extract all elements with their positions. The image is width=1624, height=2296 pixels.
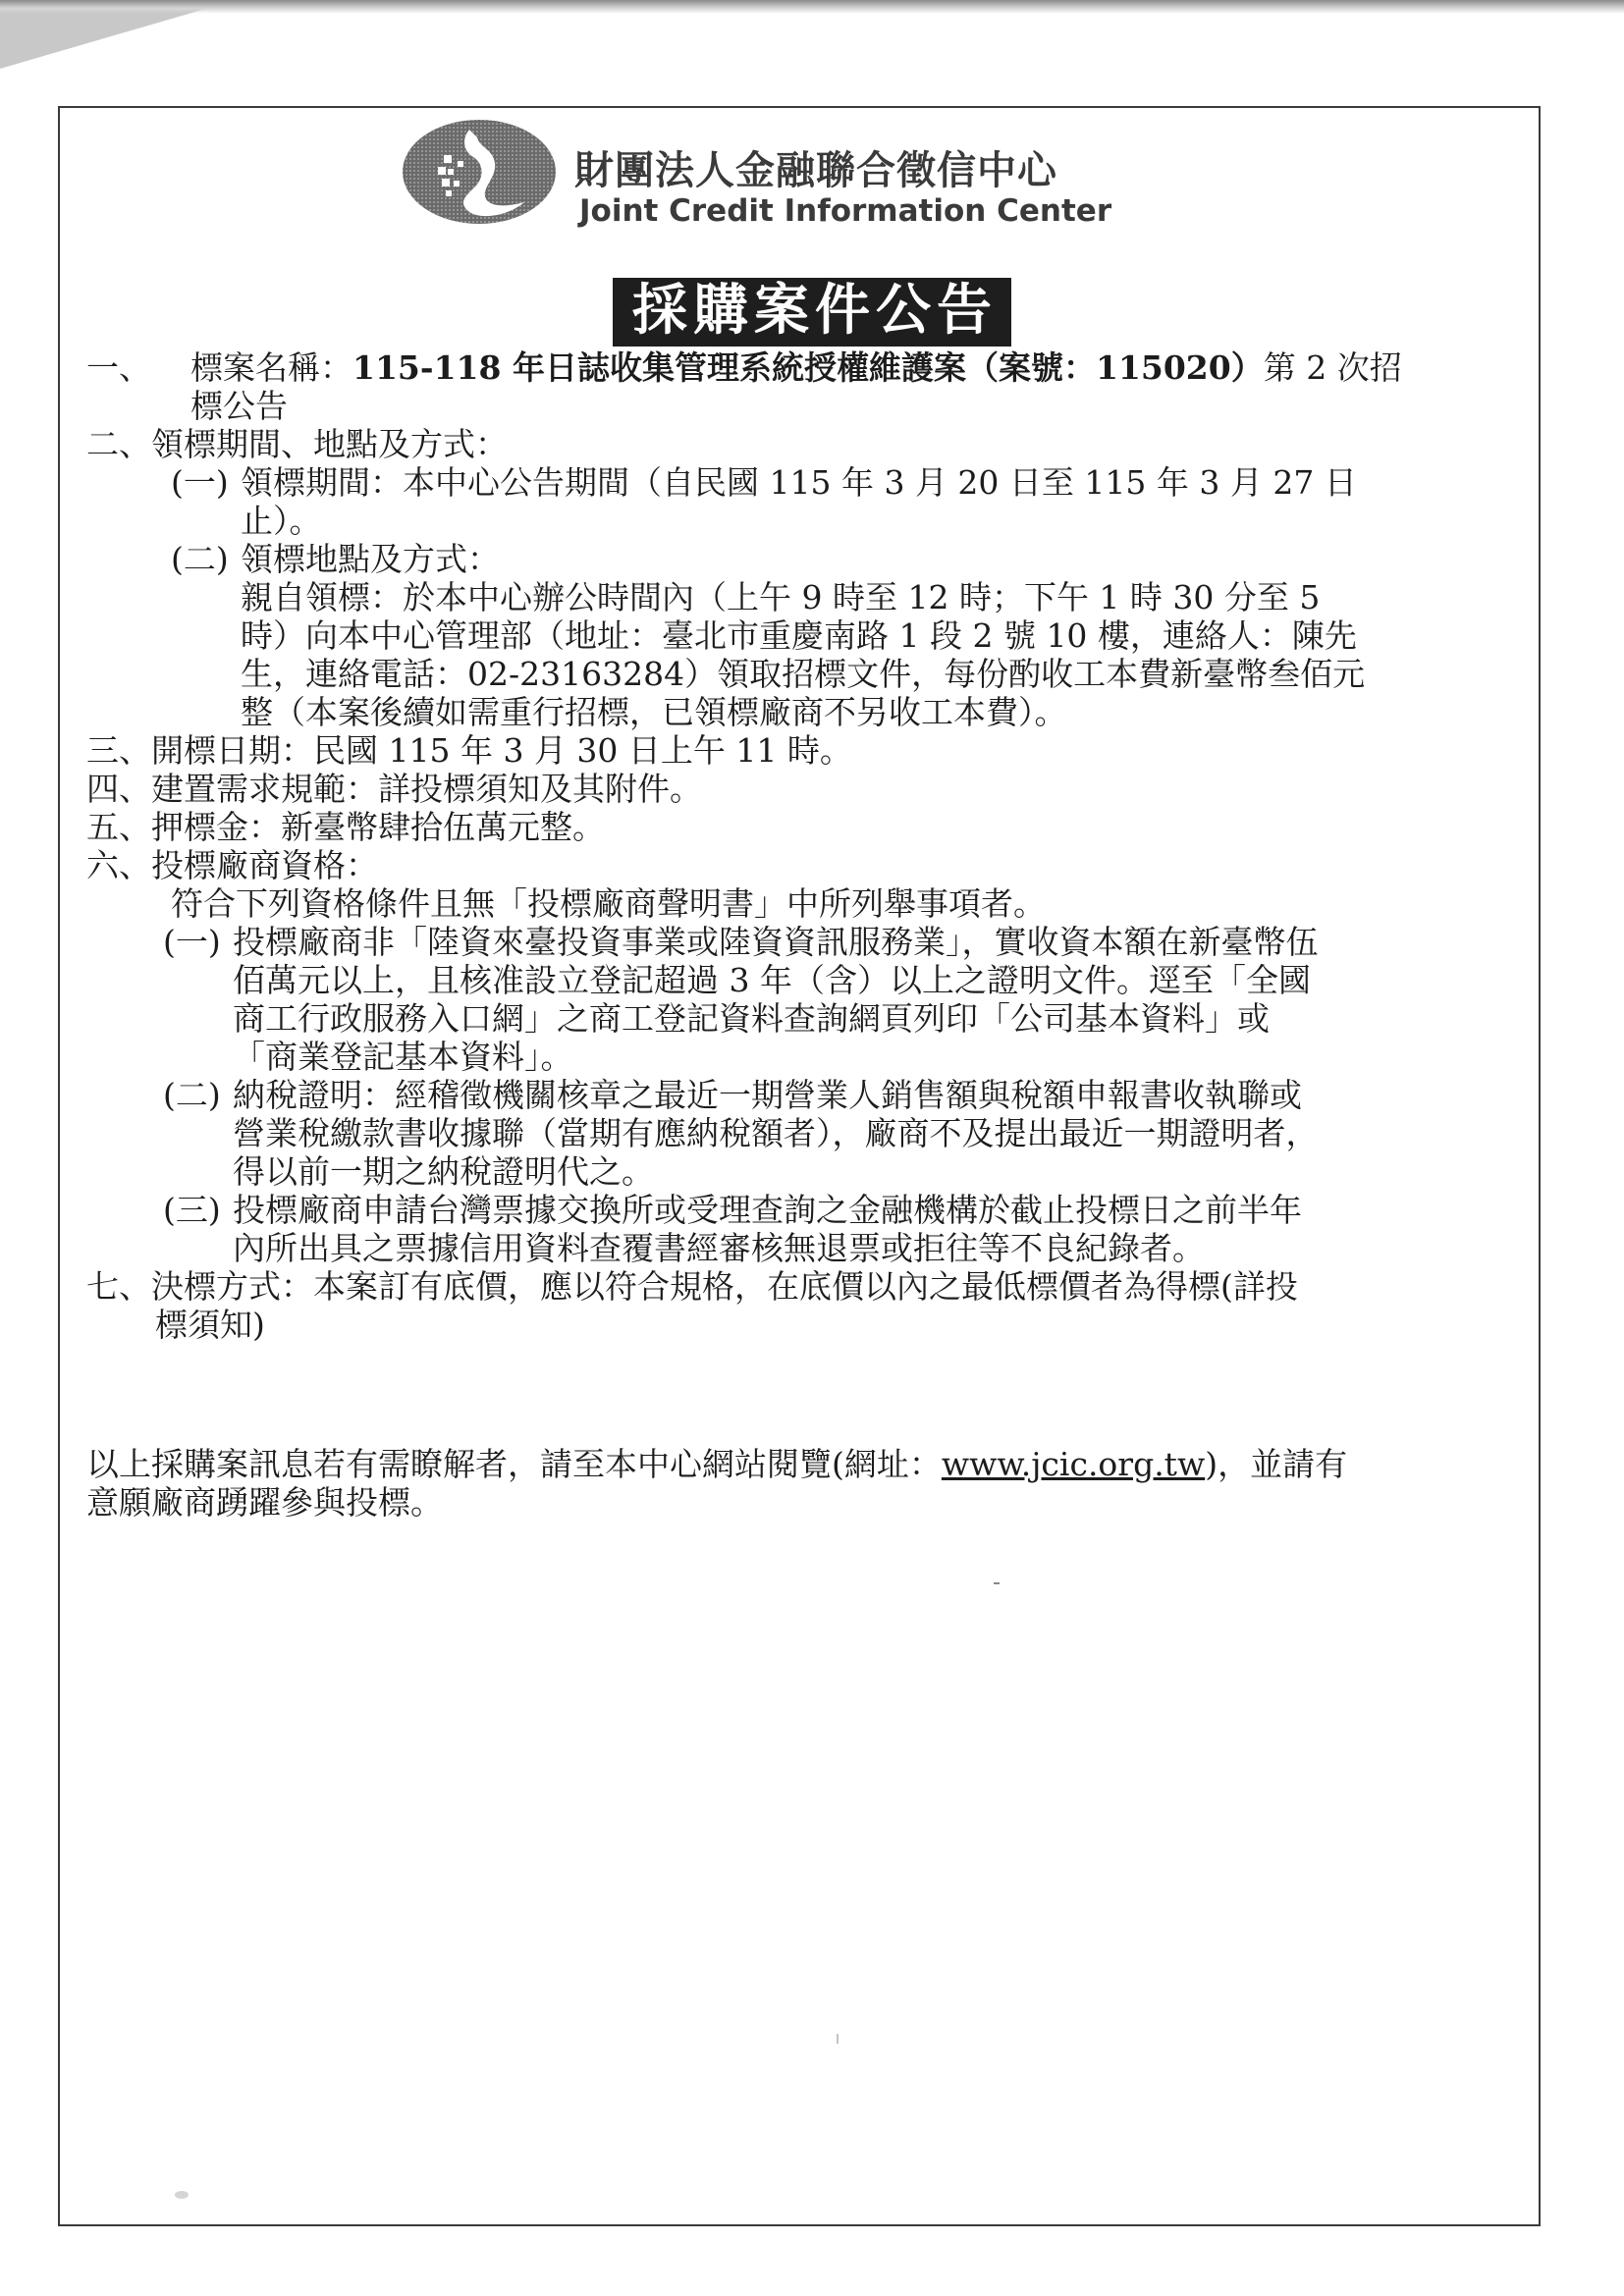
subsection-6-2	[163, 1076, 1520, 1191]
section-text: 決標方式：本案訂有底價，應以符合規格，在底價以內之最低標價者為得標(詳投	[151, 1267, 1298, 1306]
subsection-line: 得以前一期之納稅證明代之。	[233, 1152, 654, 1191]
jcic-logo-emblem-icon	[401, 118, 558, 226]
scan-edge-shadow	[0, 0, 1624, 14]
section-heading: 投標廠商資格：	[151, 846, 378, 884]
section-number: 五、	[86, 808, 151, 846]
scan-speck	[994, 1582, 1000, 1584]
section-number: 七、	[86, 1267, 151, 1306]
section-line	[86, 1267, 1520, 1306]
subsection-6-1	[163, 923, 1520, 1076]
scan-speck	[175, 2191, 189, 2199]
section-1	[86, 348, 1520, 425]
subsection-line: 止）。	[241, 502, 322, 540]
section-number: 一、	[86, 348, 151, 387]
section-number: 三、	[86, 731, 151, 770]
section-line	[86, 770, 1520, 808]
section-heading: 領標期間、地點及方式：	[151, 425, 508, 463]
section-number: 四、	[86, 770, 151, 808]
footer-line	[86, 1445, 1520, 1483]
document-title: 採購案件公告	[613, 278, 1011, 347]
subsection-line: 「商業登記基本資料」。	[233, 1038, 573, 1076]
subsection-number: (二)	[171, 540, 229, 578]
scan-speck	[837, 2034, 839, 2044]
footer-line: 意願廠商踴躍參與投標。	[86, 1483, 443, 1522]
case-name: 115-118 年日誌收集管理系統授權維護案（案號：115020）	[352, 348, 1264, 387]
section-4	[86, 770, 1520, 808]
section-line	[86, 348, 1520, 387]
section-5	[86, 808, 1520, 846]
subsection-line: 商工行政服務入口網」之商工登記資料查詢網頁列印「公司基本資料」或	[233, 999, 1270, 1038]
subsection-6-3	[163, 1191, 1520, 1267]
org-name-english: Joint Credit Information Center	[579, 193, 1112, 229]
section-number: 六、	[86, 846, 151, 884]
text-segment: 標案名稱：	[190, 348, 352, 387]
subsection-2-2	[171, 540, 1520, 731]
footer-text: )，並請有	[1205, 1445, 1348, 1483]
section-line: 標須知)	[155, 1306, 265, 1344]
subsection-line: 內所出具之票據信用資料查覆書經審核無退票或拒往等不良紀錄者。	[233, 1229, 1205, 1267]
subsection-2-1	[171, 463, 1520, 540]
section-7	[86, 1267, 1520, 1344]
subsection-number: (一)	[163, 923, 221, 961]
subsection-line: 投標廠商申請台灣票據交換所或受理查詢之金融機構於截止投標日之前半年	[233, 1191, 1302, 1229]
section-2	[86, 425, 1520, 463]
section-text: 開標日期：民國 115 年 3 月 30 日上午 11 時。	[151, 731, 852, 770]
section-text: 押標金：新臺幣肆拾伍萬元整。	[151, 808, 605, 846]
subsection-line: 時）向本中心管理部（地址：臺北市重慶南路 1 段 2 號 10 樓，連絡人：陳先	[241, 616, 1357, 655]
section-text: 建置需求規範：詳投標須知及其附件。	[151, 770, 702, 808]
org-name-chinese: 財團法人金融聯合徵信中心	[574, 148, 1057, 193]
section-line	[86, 425, 1520, 463]
section-6	[86, 846, 1520, 923]
subsection-line: 生，連絡電話：02-23163284）領取招標文件，每份酌收工本費新臺幣叁佰元	[241, 655, 1366, 693]
subsection-line: 整（本案後續如需重行招標，已領標廠商不另收工本費）。	[241, 693, 1067, 731]
org-logo	[401, 118, 1186, 229]
website-link[interactable]: www.jcic.org.tw	[941, 1445, 1206, 1483]
footer-text: 以上採購案訊息若有需瞭解者，請至本中心網站閱覽(網址：	[86, 1445, 942, 1483]
title-area	[0, 278, 1624, 347]
subsection-number: (一)	[171, 463, 229, 502]
subsection-line: 領標期間：本中心公告期間（自民國 115 年 3 月 20 日至 115 年 3 月 27 日	[241, 463, 1357, 502]
section-line	[86, 731, 1520, 770]
subsection-line: 投標廠商非「陸資來臺投資事業或陸資資訊服務業」，實收資本額在新臺幣伍	[233, 923, 1319, 961]
subsection-line: 親自領標：於本中心辦公時間內（上午 9 時至 12 時；下午 1 時 30 分至 5	[241, 578, 1321, 616]
section-intro: 符合下列資格條件且無「投標廠商聲明書」中所列舉事項者。	[171, 884, 1046, 923]
section-line	[86, 808, 1520, 846]
subsection-number: (三)	[163, 1191, 221, 1229]
section-number: 二、	[86, 425, 151, 463]
subsection-line: 營業稅繳款書收據聯（當期有應納稅額者），廠商不及提出最近一期證明者，	[233, 1114, 1319, 1152]
subsection-line: 納稅證明：經稽徵機關核章之最近一期營業人銷售額與稅額申報書收執聯或	[233, 1076, 1302, 1114]
announcement-body	[86, 348, 1520, 1344]
section-line	[86, 846, 1520, 884]
announcement-footer	[86, 1445, 1520, 1522]
section-line: 標公告	[190, 387, 288, 425]
subsection-number: (二)	[163, 1076, 221, 1114]
text-segment: 第 2 次招	[1263, 348, 1402, 387]
subsection-line: 佰萬元以上，且核准設立登記超過 3 年（含）以上之證明文件。逕至「全國	[233, 961, 1311, 999]
section-3	[86, 731, 1520, 770]
subsection-line: 領標地點及方式：	[241, 540, 500, 578]
